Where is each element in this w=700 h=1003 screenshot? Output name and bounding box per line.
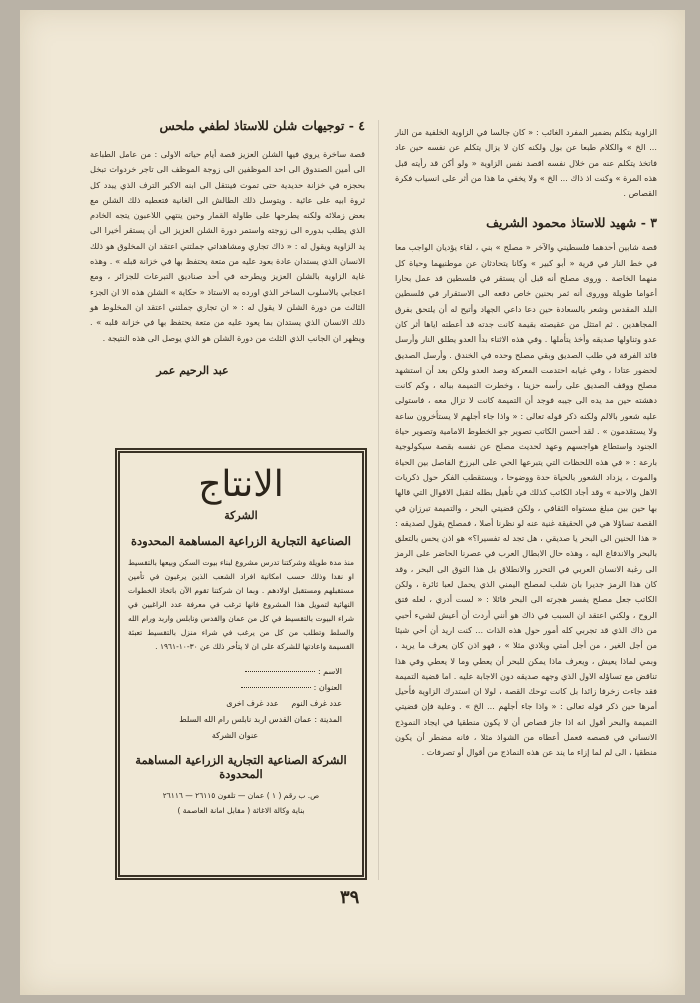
section-4-body: قصة ساخرة يروي فيها الشلن العزيز قصة أيام حياته الاولى : من عامل الطباعة الى أمين الصندوق الى احد الموظفين الى زوجة الموظف الى تاجر خردوات تبخل بحجزه في خزانة حديدية حتى تموت فينتقل الى ابنه الاكبر الترف الذي يبدد كل ثروة ابيه على عائية . ويتوسل ذلك الطالش الى الغانية فتعطيه ذلك الشلن مع بعض زملائه ولكنه يطرحها على طاولة القمار وحين ينتهي اللاعبون يتجه الخادم الذي يطلب بدوره الى زوجته واستمر دورة الشلن العزيز الى أن يستقر أخيرا الى يد الزاوية ويقول له : « ذاك تجاري ومشاهداتي جملتني اعتقد ان المخلوق هو ذلك الانسان الذي يستدان عادة بعود عليه من متعة يحتفظ بها في خزانة قبله » . وهذه غاية الزاوية بالشلن العزيز ويطرحه في أحد صناديق التبرعات للجزائر ، ومع اعجابي بالاسلوب الساخر الذي اورده به الاستاذ « حكاية » الشلن هذه الا ان الجزء الثالث من دورة الشلن لا يقول له : « ان تجاري جملتني اعتقد ان المخلوط هو ذلك الانسان الذي يستدان بما يعود عليه من متعة يحتفظ بها في خزانة قلبه » . ويظهر ان الجانب الذي الثلث من دورة الشلن هو الذي يوصل الى هذه النتيجة . bbox=[90, 149, 365, 343]
magazine-page bbox=[20, 10, 685, 995]
form-row-company-address: عنوان الشركة bbox=[211, 731, 259, 740]
form-row-address bbox=[128, 680, 342, 695]
section-3-body: قصة شابين أحدهما فلسطيني والآخر « مصلح » بني ، لقاء يؤديان الواجب معا في خط النار في قرية « أبو كبير » وكانا يتحادثان عن موطنيهما وحياة كل منهما الخاصة . وروى مصلح أنه قبل أن يستقر في فلسطين قد عمل بحارا أعواما طويلة ووروى أنه ثمر بحنين خاص دفعه الى الاستقرار في فلسطين البلد المقدس وشعر بالسعادة حين دعا داعي الجهاد وأتيح له أن يلتحق بفرق المجاهدين . ثم امتثل من عقيصته بقيمة كانت جدته قد أعطته اياها أثر كان عدو وتناولها صديقه وأخذ يتأملها . وفي هذه الاثناء بدأ العدو يطلق النار وأرسل قائد الفرقة في طلب الصديق وبقي مصلح وحده في الخندق . وأرسل الصديق لحضور عتادا ، وفي غيابه احتدمت المعركة وصد العدو ولكن بعد أن استشهد مصلح ووقف الصديق على رأسه حزينا ، وخطرت التميمة بباله ، وكم كانت دهشته حين مد يده الى جيبه فوجد أن التميمة كانت لا تزال معه ، فاستولى عليه شعور بالالم ولكنه ذكر قوله تعالى : « واذا جاء أجلهم لا يستأخرون ساعة ولا يستقدمون » . لقد أحسن الكاتب تصوير جو الخطوط الامامية وتصوير حياة الجنود واستطاع هواجسهم وعهد لحديث مصلح عن نفسه بقصة سيكولوجية بارعة : « في هذه اللحظات التي يتبرعها الحي على البرزخ الفاصل بين الحياة والموت ، يزداد الشعور بالحياة حدة ووضوحا ، ويستقطب الفكر حول ذكريات الاهل والاحبة » وقد أجاد الكاتب كذلك في تأهيل بطله لتقبل الاقوال التي قالها بها حين بين مبلغ مستواه الثقافي ، ولكن قضيتي البحر ، والتميمة تبرزان في القصة تساؤلا هي في الحقيقة غنية عنه لو نظرنا أصلا ، فمصلح يقول لصديقه : « هذا الحنين الى البحر يا صديقي ، هل تجد له تفسيرا؟» هو اذن يحس بالتعلق بالبحر والاندفاع اليه ، وهذه حال الابطال العرب في عصرنا الحاضر على الرمز الى رغبة الانسان العربي في التحرر والانطلاق بل هذا التوق الى البحر ، وقد كان هذا الرمز جديرا بان شلب لمصلح اليمني الذي يحمل لعبا ثائرة ، ولكن الكاتب جعل مصلح يفسر هجرته الى البحر قائلا : « لست أدري ، لعله فتق الروح ، ولكني اعتقد ان السبب في ذاك هو أنني أردت أن أعيش لشيء أحبي من ذاك الذي قد تجربي كله أمور حول هذه الذات ... كنت اريد أن أحي شيئا من أجل الغير ، من أجل أمتي وبلادي مثلا » ، فهو اذن كان يعرف ما يريد ، وبمي لماذا يعيش ، ويعرف ماذا يمكن للبحر أن يعطي وما لا يعطي وفي هذا تناقض مع تساؤله الاول الذي وجهه صديقه دون الاجابة عليه . اما قضية التميمة فقد جاءت زخرفا زائدا بل كانت توحك القصة ، لولا ان استدرك الزاوية فأحيل أمرها حين ذكر قوله تعالى : « واذا جاء أجلهم ... الخ » . وعلية فإن قضيتي التميمة والبحر أقول انه اذا جاز قصاص أن لا يكون منطقيا في ايجاد النموذج الانساني في قصصه فعمل أعطاه من الشواذ مثلا ، فانه مضطر أن يكون منطقيا ، الى لم لما إزاء ما يند عن هذه النماذج من أقوال أو تصرفات . bbox=[395, 242, 657, 758]
form-label-other-rooms: عدد غرف اخرى bbox=[226, 699, 279, 708]
advertisement-box bbox=[115, 448, 367, 880]
ad-body-text: منذ مدة طويلة وشركتنا تدرس مشروع لبناء بيوت السكن وبيعها بالتقسيط او نقدا وذلك حسب امكانية افراد الشعب الذين يرغبون في تأمين مستقبلهم ومستقبل اولادهم . وبما ان شركتنا تقوم الآن باتخاذ الخطوات النهائية لتمويل هذا المشروع فانها ترغب في معرفة عدد الراغبين في شراء البيوت بالتقسيط في كل من عمان والقدس ونابلس واربد ورام الله والسلط وتطلب من كل من يرغب في شراء منزل بالتقسيط تعبئة القسيمة واعادتها للشركة على ان لا يتأخر ذلك عن ٣٠-١٠-١٩٦١ . bbox=[128, 558, 354, 651]
right-column bbox=[395, 125, 657, 761]
form-label-address: العنوان : bbox=[313, 683, 342, 692]
ad-coupon-form bbox=[128, 664, 354, 743]
ad-title: الانتاج bbox=[198, 464, 284, 505]
form-row-rooms bbox=[128, 696, 342, 711]
ad-subtitle: الشركة bbox=[224, 509, 258, 522]
author-signature: عبد الرحيم عمر bbox=[156, 363, 229, 377]
ad-footer-company: الشركة الصناعية التجارية الزراعية المساهمة المحدودة bbox=[135, 753, 347, 781]
form-row-city: المدينة : عمان القدس اربد نابلس رام الله السلط bbox=[179, 715, 342, 724]
form-blank bbox=[245, 671, 315, 672]
form-label-name: الاسم : bbox=[317, 667, 342, 676]
page-number: ٣٩ bbox=[340, 887, 360, 908]
form-blank bbox=[241, 687, 311, 688]
column-separator bbox=[378, 120, 379, 880]
left-column bbox=[90, 118, 365, 377]
section-heading-3: ٣ - شهيد للاستاذ محمود الشريف bbox=[486, 215, 657, 231]
ad-company-name: الصناعية التجارية الزراعية المساهمة المحدودة bbox=[131, 534, 351, 548]
form-row-name bbox=[128, 664, 342, 679]
form-label-rooms: عدد غرف النوم bbox=[291, 699, 342, 708]
section-heading-4: ٤ - توجيهات شلن للاستاذ لطفي ملحس bbox=[159, 118, 365, 133]
ad-footer-building: بناية وكالة الاغاثة ( مقابل امانة العاصمة ) bbox=[177, 806, 305, 815]
ad-footer-contact: ص. ب رقم ( ١ ) عمان — تلفون ٢٦١١٥ — ٢٦١١٦ bbox=[162, 791, 320, 800]
intro-paragraph: الزاوية بتكلم بضمير المفرد الغائب : « كان جالسا في الزاوية الخلفية من النار ... الخ » والكلام طبعا عن بول ولكنه كان لا يزال يتكلم عن نفسه حين عاد فاتخذ يتكلم عنه من خلال نفسه اقصد نفس الزاوية « ولو أكن قد رأيته قبل هذه المرة » وكنت اذ ذاك ... الخ » ولا يخفي ما هذا من أثر على انسياب فكرة القصاص . bbox=[395, 127, 657, 199]
